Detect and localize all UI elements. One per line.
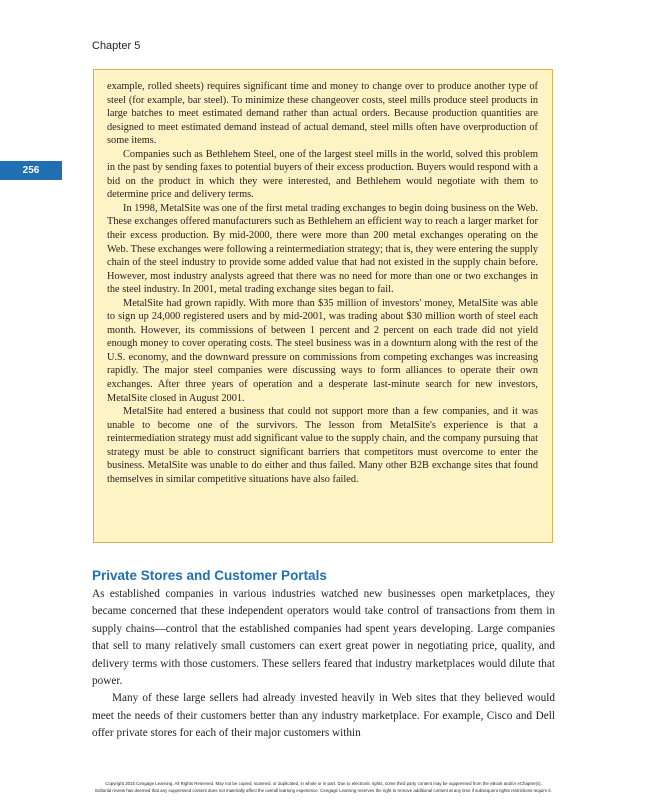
box-paragraph-4: MetalSite had grown rapidly. With more than $35 million of investors' money, MetalSite was able to sign up 24,000 registered users and by mid-2001, was trading about $30 million worth of steel each month. However, its commissions of between 1 percent and 2 percent on each trade did not yield enough money to cover operating costs. The steel business was in a downturn along with the rest of the U.S. economy, and the downward pressure on commissions from competing exchanges was increasing rapidly. The major steel companies were discussing ways to form alliances to operate their own exchanges. After three years of operation and a desperate last-minute search for new investors, MetalSite closed in August 2001. (107, 297, 538, 404)
copyright-notice (0, 780, 647, 794)
sidebar-box (93, 69, 553, 543)
box-paragraph-2: Companies such as Bethlehem Steel, one of the largest steel mills in the world, solved this problem in the past by sending faxes to potential buyers of their excess production. Buyers would respond with a bid on the product in which they were interested, and Bethlehem would negotiate with them to determine price and delivery terms. (107, 148, 538, 201)
section-heading: Private Stores and Customer Portals (92, 568, 327, 583)
copyright-line-2: Editorial review has deemed that any suppressed content does not materially affect the overall learning experience. Cengage Learning reserves the right to remove additional content at any time if subsequent rights restrictions require it. (95, 788, 552, 793)
box-paragraph-3: In 1998, MetalSite was one of the first metal trading exchanges to begin doing business on the Web. These exchanges offered manufacturers such as Bethlehem an efficient way to reach a larger market for their excess production. By mid-2000, there were more than 200 metal exchanges operating on the Web. These exchanges were following a reintermediation strategy; that is, they were entering the supply chain of the steel industry to provide some added value that had not existed in the supply chain before. However, most industry analysts agreed that there was no need for more than one or two exchanges in the steel industry. In 2001, metal trading exchange sites began to fail. (107, 202, 538, 296)
box-paragraph-5: MetalSite had entered a business that could not support more than a few companies, and it was unable to become one of the survivors. The lesson from MetalSite's experience is that a reintermediation strategy must add significant value to the supply chain, and the company pursuing that strategy must be able to construct significant barriers that competitors must overcome to enter the business. MetalSite was unable to do either and thus failed. Many other B2B exchange sites that found themselves in similar competitive situations have also failed. (107, 406, 538, 485)
body-paragraph-1: As established companies in various industries watched new businesses open marketplaces, they became concerned that these independent operators would take control of transactions from them in supply chains—control that the established companies had spent years developing. Large companies that sell to many relatively small customers can exert great power in negotiating price, quality, and delivery terms with those customers. These sellers feared that industry marketplaces would dilute that power. (92, 588, 555, 688)
page-number-tab: 256 (0, 161, 62, 180)
copyright-line-1: Copyright 2015 Cengage Learning. All Rights Reserved. May not be copied, scanned, or duplicated, in whole or in part. Due to electronic rights, some third party content may be suppressed from the eBook and/or eChapter(s). (105, 781, 542, 786)
box-paragraph-1: example, rolled sheets) requires significant time and money to change over to produce another type of steel (for example, bar steel). To minimize these changeover costs, steel mills produce steel products in large batches to meet estimated demand rather than actual orders. Because production quantities are designed to meet estimated demand instead of actual demand, steel mills often have overproduction of some items. (107, 81, 538, 147)
body-paragraph-2: Many of these large sellers had already invested heavily in Web sites that they believed would meet the needs of their customers better than any industry marketplace. For example, Cisco and Dell offer private stores for each of their major customers within (92, 692, 555, 740)
chapter-header: Chapter 5 (92, 40, 141, 52)
section-body (92, 586, 555, 743)
